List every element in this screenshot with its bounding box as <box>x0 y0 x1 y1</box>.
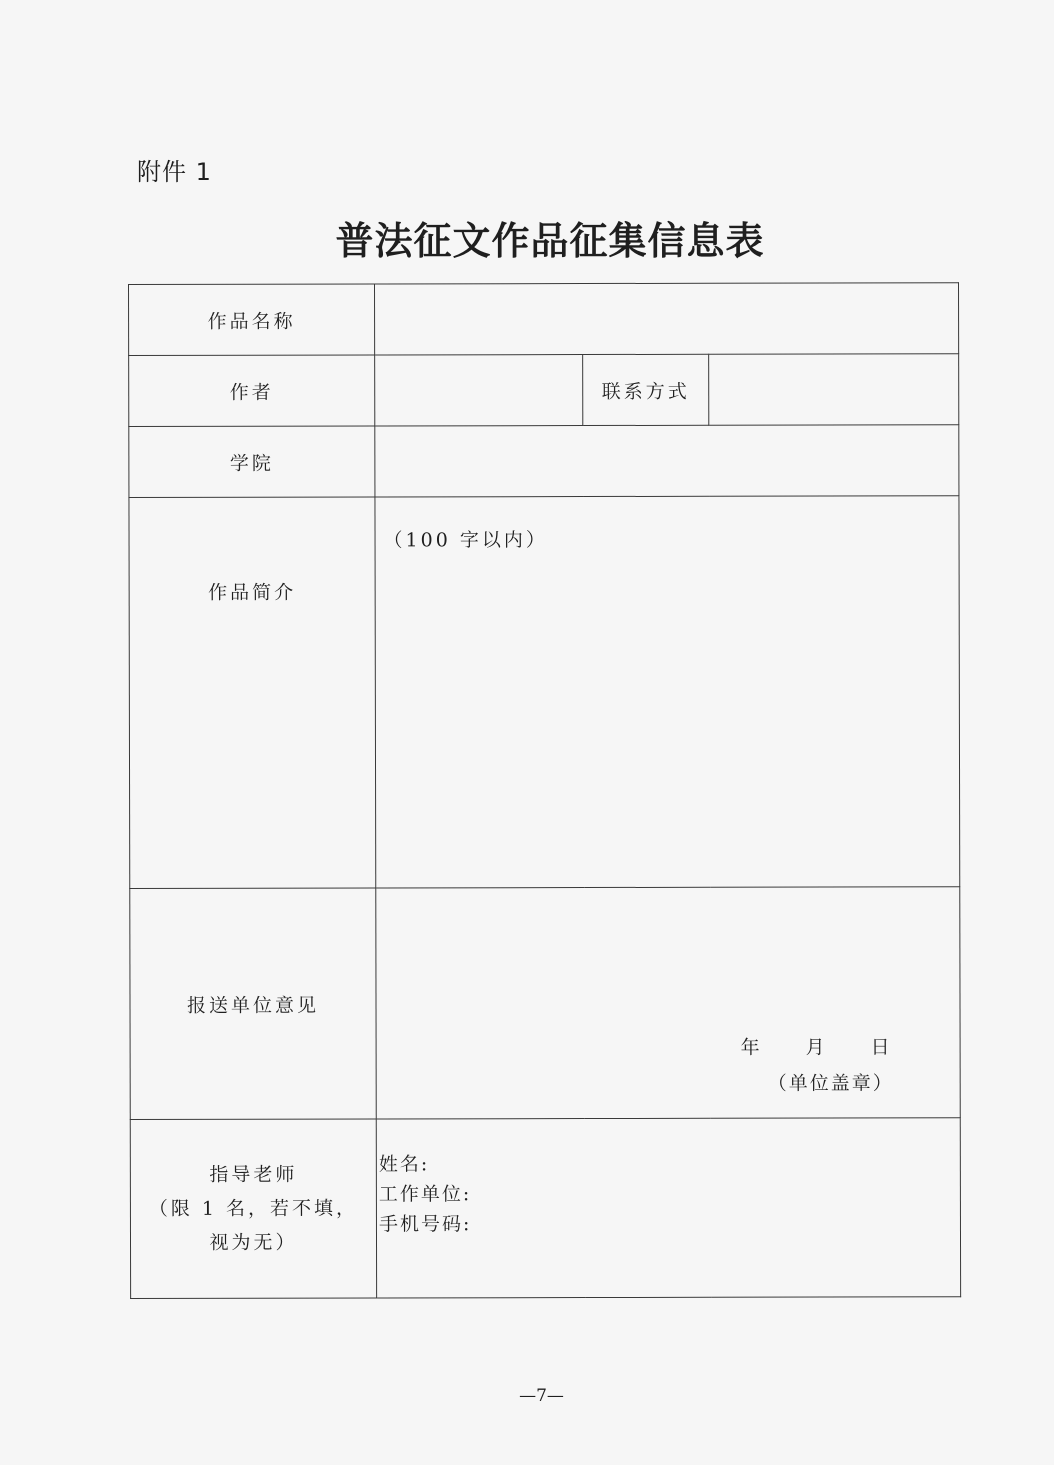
contact-label: 联系方式 <box>583 354 709 425</box>
advisor-unit-label: 工作单位: <box>378 1183 472 1206</box>
author-label: 作者 <box>129 355 375 427</box>
work-title-label: 作品名称 <box>129 284 375 356</box>
date-day: 日 <box>870 1036 892 1059</box>
row-advisor <box>130 1118 960 1299</box>
row-opinion <box>130 887 960 1120</box>
intro-label: 作品简介 <box>208 581 297 604</box>
contact-field[interactable] <box>709 354 959 426</box>
seal-note: （单位盖章） <box>767 1072 894 1095</box>
date-month: 月 <box>805 1036 827 1059</box>
work-title-field[interactable] <box>375 283 959 355</box>
row-author <box>129 354 959 427</box>
advisor-phone-label: 手机号码: <box>378 1213 472 1236</box>
advisor-label-line2: （限 1 名，若不填， <box>148 1197 359 1220</box>
opinion-label: 报送单位意见 <box>130 888 376 1120</box>
advisor-field[interactable] <box>376 1118 960 1298</box>
intro-label-cell <box>129 497 376 889</box>
row-intro <box>129 496 960 889</box>
row-college <box>129 425 959 498</box>
intro-hint: （100 字以内） <box>383 529 548 552</box>
info-form-table <box>128 282 961 1299</box>
row-work-title <box>129 283 959 356</box>
advisor-label <box>130 1119 376 1299</box>
page-number: —7— <box>519 1386 564 1406</box>
college-field[interactable] <box>375 425 959 497</box>
advisor-label-line3: 视为无） <box>209 1231 298 1254</box>
date-year: 年 <box>740 1036 762 1059</box>
attachment-label: 附件 1 <box>137 158 212 186</box>
advisor-name-label: 姓名: <box>378 1153 430 1176</box>
intro-field[interactable] <box>375 496 960 888</box>
author-field[interactable] <box>375 355 583 426</box>
advisor-label-line1: 指导老师 <box>209 1163 298 1186</box>
college-label: 学院 <box>129 426 375 498</box>
document-title: 普法征文作品征集信息表 <box>335 218 765 263</box>
opinion-field[interactable] <box>376 887 960 1119</box>
date-line <box>741 1032 892 1059</box>
